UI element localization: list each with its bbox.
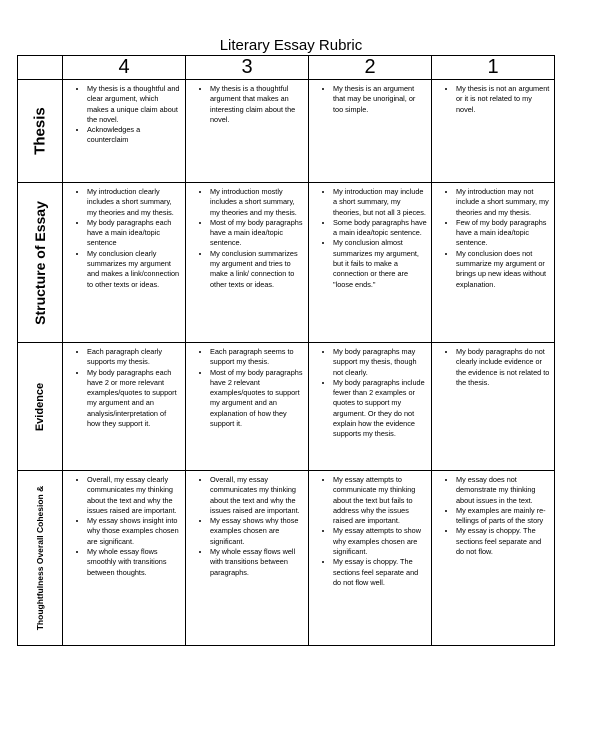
descriptor-item: • My essay attempts to communicate my thinking about the text but fails to address why the issues raised are important. — [333, 475, 427, 526]
descriptor-item: • Some body paragraphs have a main idea/topic sentence. — [333, 218, 427, 239]
rubric-row — [18, 183, 555, 343]
descriptor-item: • Each paragraph seems to support my thesis. — [210, 347, 304, 368]
score-header-row — [18, 56, 555, 80]
descriptor-item: • My essay is choppy. The sections feel separate and do not flow. — [456, 526, 550, 557]
descriptor-item: • Each paragraph clearly supports my thesis. — [87, 347, 181, 368]
descriptor-list — [63, 343, 185, 429]
descriptor-item: • My essay is choppy. The sections feel separate and do not flow well. — [333, 557, 427, 588]
descriptor-list — [186, 343, 308, 429]
score-header: 4 — [63, 56, 186, 80]
criterion-label: Evidence — [34, 382, 46, 431]
descriptor-list — [63, 471, 185, 578]
descriptor-list — [309, 471, 431, 588]
rubric-cell — [432, 80, 555, 183]
rubric-cell — [186, 343, 309, 471]
rubric-cell — [63, 343, 186, 471]
rubric-cell — [63, 471, 186, 646]
descriptor-item: • My essay does not demonstrate my thinking about issues in the text. — [456, 475, 550, 506]
descriptor-item: • Overall, my essay clearly communicates my thinking about the text and why the issues raised are important. — [87, 475, 181, 516]
rubric-cell — [432, 471, 555, 646]
descriptor-item: • My thesis is a thoughtful and clear argument, which makes a unique claim about the novel. — [87, 84, 181, 125]
descriptor-list — [63, 183, 185, 290]
criterion-label-cell — [18, 80, 63, 183]
descriptor-list — [309, 343, 431, 440]
rubric-cell — [432, 343, 555, 471]
rubric-table — [17, 55, 555, 646]
descriptor-list — [63, 80, 185, 146]
descriptor-list — [309, 80, 431, 115]
rubric-cell — [309, 80, 432, 183]
descriptor-item: • My body paragraphs each have 2 or more relevant examples/quotes to support my argument and an analysis/interpretation of how they support it. — [87, 368, 181, 430]
descriptor-list — [432, 343, 554, 388]
descriptor-item: • My thesis is not an argument or it is not related to my novel. — [456, 84, 550, 115]
descriptor-item: • My essay shows why those examples chosen are significant. — [210, 516, 304, 547]
criterion-label: Thoughtfulness Overall Cohesion & — [35, 485, 45, 631]
rubric-row — [18, 471, 555, 646]
rubric-cell — [309, 471, 432, 646]
score-header: 2 — [309, 56, 432, 80]
rubric-row — [18, 80, 555, 183]
rubric-cell — [309, 183, 432, 343]
descriptor-list — [186, 80, 308, 125]
descriptor-item: • My whole essay flows well with transitions between paragraphs. — [210, 547, 304, 578]
descriptor-item: • My introduction clearly includes a short summary, my theories and my thesis. — [87, 187, 181, 218]
descriptor-item: • My body paragraphs include fewer than 2 examples or quotes to support my argument. Or they do not explain how the evidence supports my thesis. — [333, 378, 427, 440]
descriptor-item: • My conclusion summarizes my argument and tries to make a link/ connection to other texts or ideas. — [210, 249, 304, 290]
descriptor-item: • My thesis is an argument that may be unoriginal, or too simple. — [333, 84, 427, 115]
descriptor-item: • My conclusion clearly summarizes my argument and makes a link/connection to other texts or ideas. — [87, 249, 181, 290]
descriptor-item: • Overall, my essay communicates my thinking about the text and why the issues raised are important. — [210, 475, 304, 516]
corner-cell — [18, 56, 63, 80]
descriptor-item: • Acknowledges a counterclaim — [87, 125, 181, 146]
descriptor-list — [309, 183, 431, 290]
descriptor-item: • My whole essay flows smoothly with transitions between thoughts. — [87, 547, 181, 578]
page-title: Literary Essay Rubric — [219, 37, 363, 54]
descriptor-item: • My body paragraphs each have a main idea/topic sentence — [87, 218, 181, 249]
criterion-label: Thesis — [31, 107, 49, 155]
rubric-cell — [432, 183, 555, 343]
descriptor-item: • Most of my body paragraphs have a main idea/topic sentence. — [210, 218, 304, 249]
criterion-label-cell — [18, 183, 63, 343]
score-header: 1 — [432, 56, 555, 80]
rubric-cell — [63, 80, 186, 183]
descriptor-list — [186, 471, 308, 578]
descriptor-item: • My essay attempts to show why examples chosen are significant. — [333, 526, 427, 557]
score-header: 3 — [186, 56, 309, 80]
descriptor-item: • My body paragraphs may support my thesis, though not clearly. — [333, 347, 427, 378]
descriptor-item: • Most of my body paragraphs have 2 relevant examples/quotes to support my argument and an explanation of how they support it. — [210, 368, 304, 430]
descriptor-item: • My introduction mostly includes a short summary, my theories and my thesis. — [210, 187, 304, 218]
descriptor-item: • My conclusion almost summarizes my argument, but it fails to make a connection or there are "loose ends." — [333, 238, 427, 289]
descriptor-list — [186, 183, 308, 290]
rubric-row — [18, 343, 555, 471]
criterion-label-cell — [18, 471, 63, 646]
descriptor-item: • Few of my body paragraphs have a main idea/topic sentence. — [456, 218, 550, 249]
descriptor-item: • My conclusion does not summarize my argument or brings up new ideas without explanation. — [456, 249, 550, 290]
descriptor-list — [432, 471, 554, 557]
criterion-label: Structure of Essay — [32, 200, 48, 325]
descriptor-list — [432, 183, 554, 290]
descriptor-item: • My examples are mainly re-tellings of parts of the story — [456, 506, 550, 527]
rubric-cell — [186, 80, 309, 183]
rubric-cell — [309, 343, 432, 471]
descriptor-item: • My thesis is a thoughtful argument that makes an interesting claim about the novel. — [210, 84, 304, 125]
descriptor-item: • My introduction may not include a short summary, my theories and my thesis. — [456, 187, 550, 218]
descriptor-item: • My introduction may include a short summary, my theories, but not all 3 pieces. — [333, 187, 427, 218]
rubric-cell — [186, 471, 309, 646]
descriptor-list — [432, 80, 554, 115]
descriptor-item: • My body paragraphs do not clearly include evidence or the evidence is not related to the thesis. — [456, 347, 550, 388]
criterion-label-cell — [18, 343, 63, 471]
rubric-cell — [63, 183, 186, 343]
rubric-cell — [186, 183, 309, 343]
descriptor-item: • My essay shows insight into why those examples chosen are significant. — [87, 516, 181, 547]
